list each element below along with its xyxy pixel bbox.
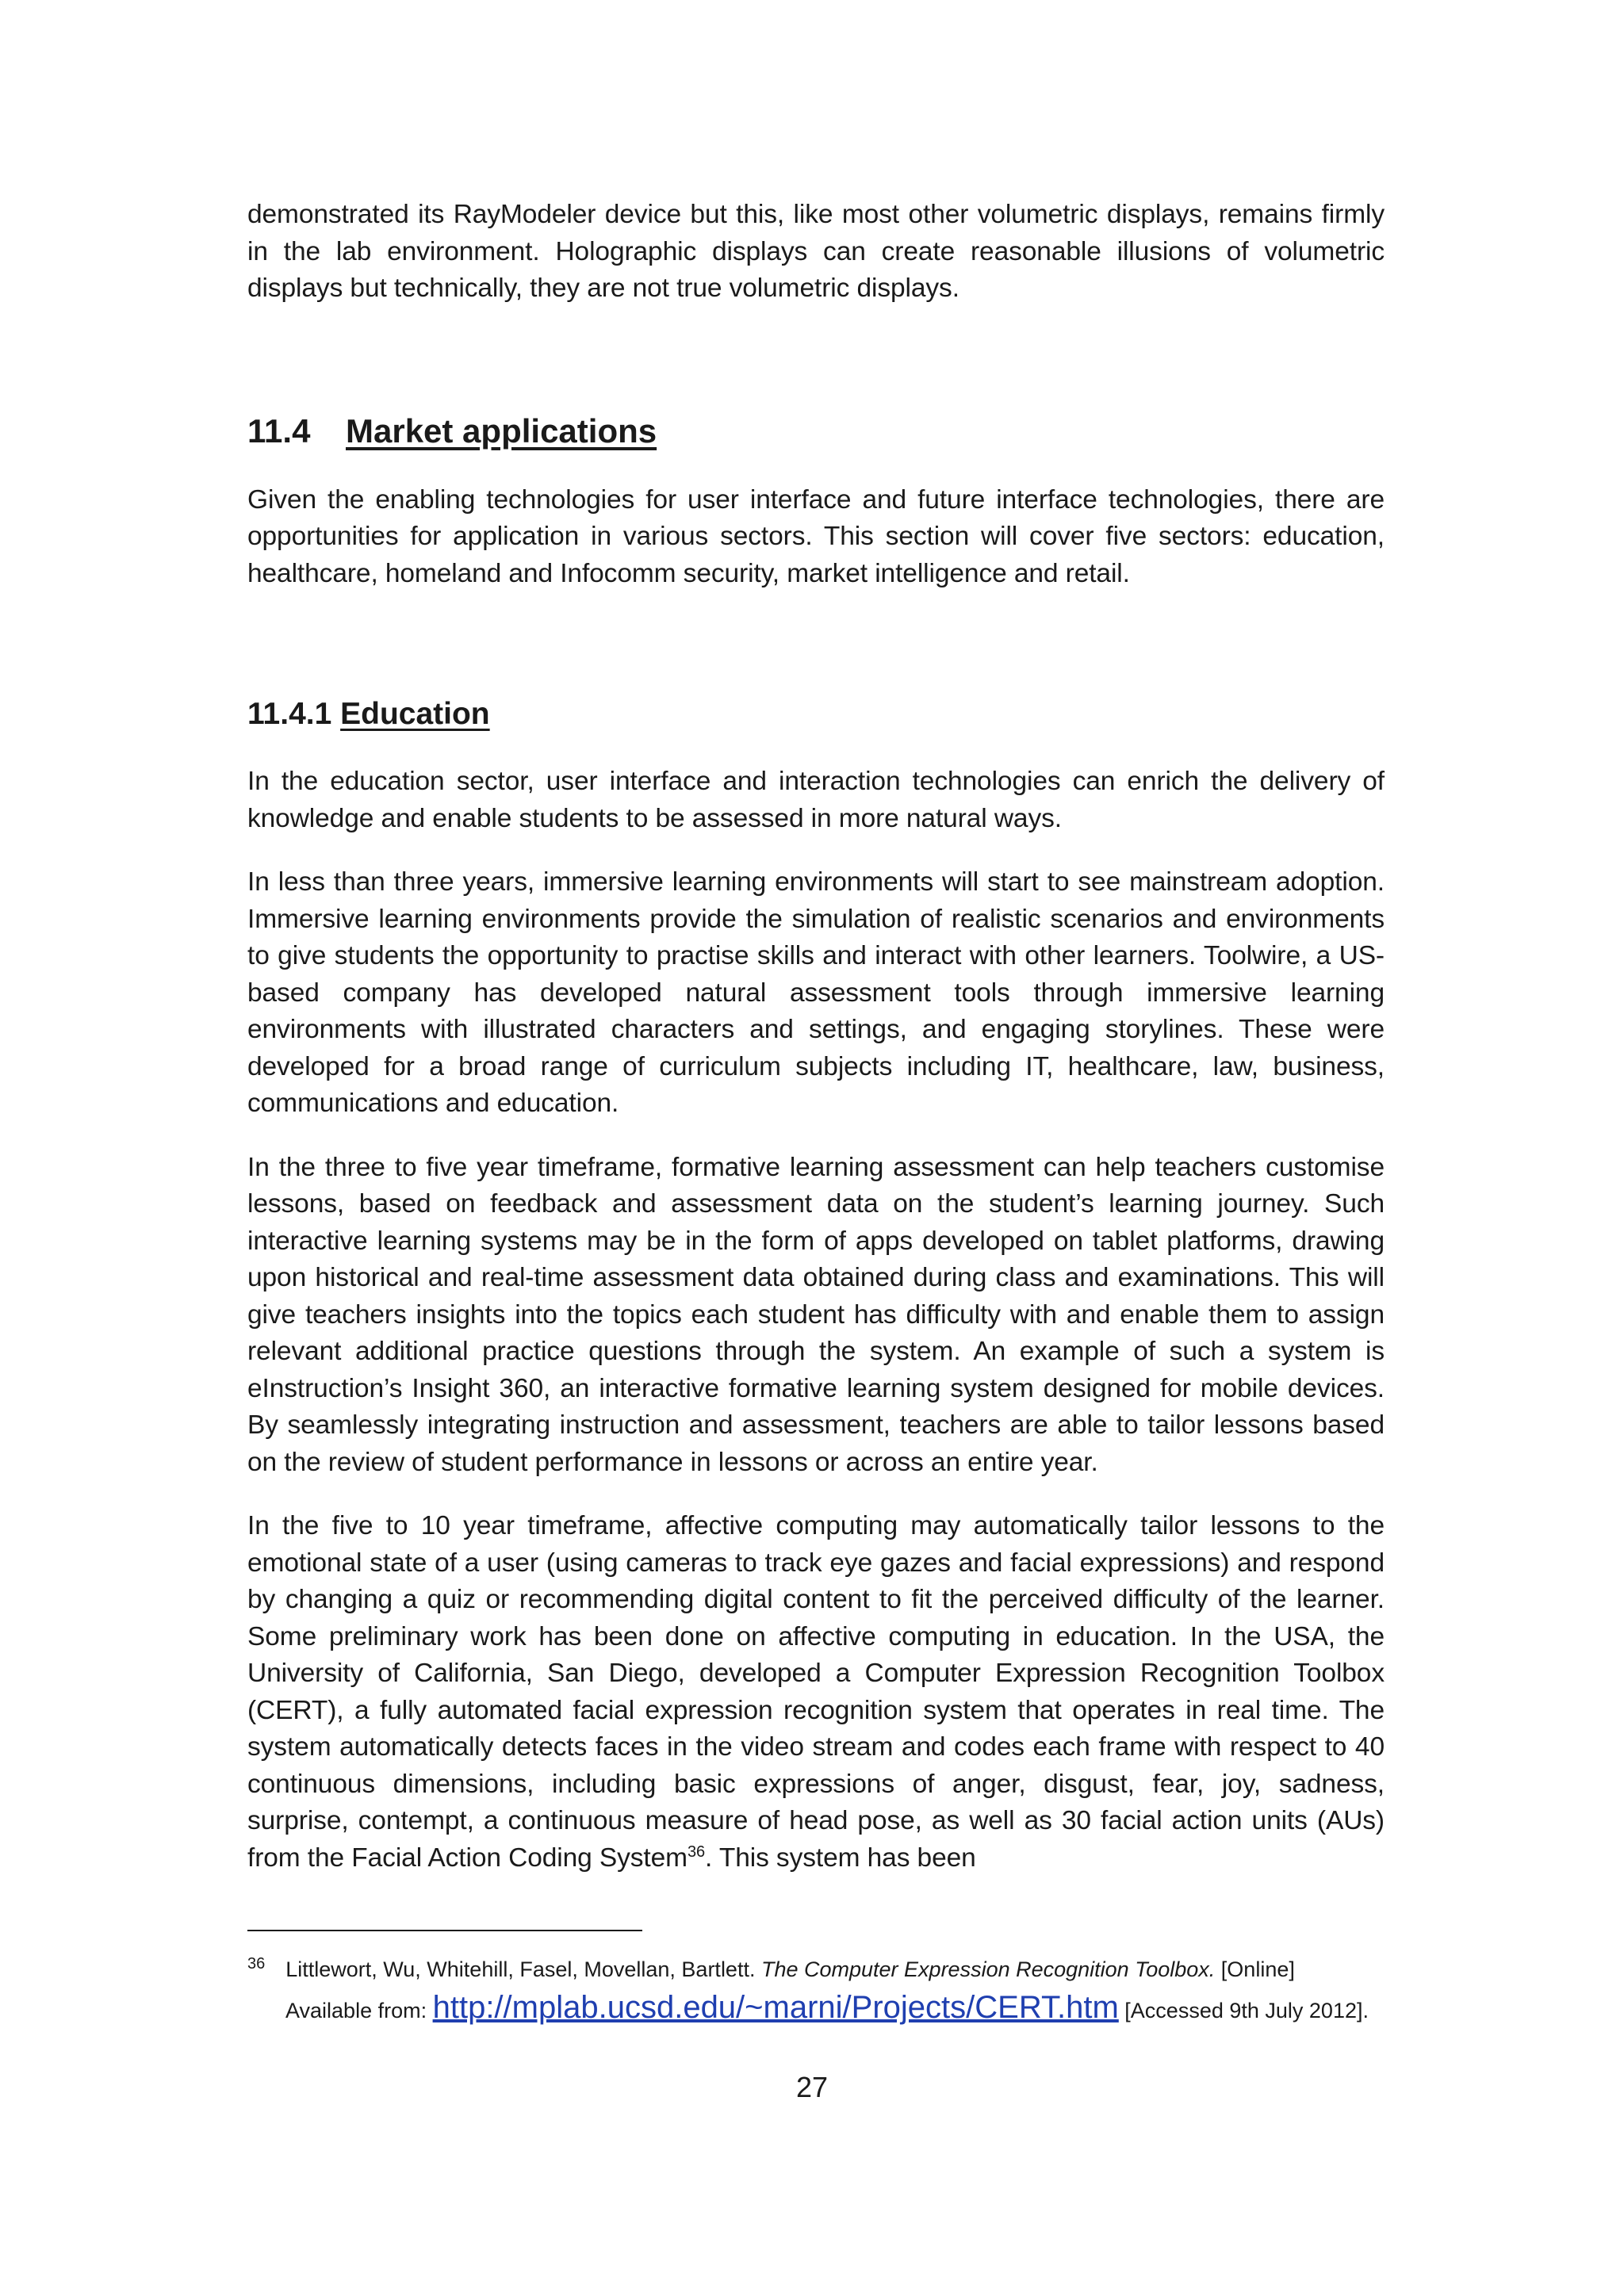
- subsection-heading: [247, 694, 1385, 735]
- footnote-divider: [247, 1930, 642, 1931]
- intro-paragraph: demonstrated its RayModeler device but this, like most other volumetric displays, remains firmly in the lab environment. Holographic displays can create reasonable illusions of volumetric displays but technically, they are not true volumetric displays.: [247, 200, 1385, 303]
- page-number: 27: [795, 2071, 829, 2103]
- footnote-url-link[interactable]: http://mplab.ucsd.edu/~marni/Projects/CERT.htm: [432, 1990, 1119, 2025]
- section-title: Market applications: [346, 411, 657, 450]
- section-paragraph: Given the enabling technologies for user interface and future interface technologies, there are opportunities for application in various sectors. This section will cover five sectors: education, healthcare, homeland and Infocomm security, market intelligence and retail.: [247, 484, 1385, 588]
- footnote-line-1: [247, 1950, 1385, 1988]
- paragraph-formative-assessment: In the three to five year timeframe, formative learning assessment can help teachers customise lessons, based on feedback and assessment data on the student’s learning journey. Such interactive learning systems may be in the form of apps developed on tablet platforms, drawing upon historical and real-time assessment data obtained during class and examinations. This will give teachers insights into the topics each student has difficulty with and enable them to assign relevant additional practice questions through the system. An example of such a system is eInstruction’s Insight 360, an interactive formative learning system designed for mobile devices. By seamlessly integrating instruction and assessment, teachers are able to tailor lessons based on the review of student performance in lessons or across an entire year.: [247, 1152, 1385, 1477]
- footnote-number: 36: [247, 1955, 266, 1973]
- footnote-authors: Littlewort, Wu, Whitehill, Fasel, Movellan, Bartlett.: [285, 1957, 761, 1981]
- section-number: 11.4: [247, 411, 311, 450]
- paragraph-affective-text: In the five to 10 year timeframe, affective computing may automatically tailor lessons to the emotional state of a user (using cameras to track eye gazes and facial expressions) and respond by changing a quiz or recommending digital content to fit the perceived difficulty of the learner. Some preliminary work has been done on affective computing in education. In the USA, the University of California, San Diego, developed a Computer Expression Recognition Toolbox (CERT), a fully automated facial expression recognition system that operates in real time. The system automatically detects faces in the video stream and codes each frame with respect to 40 continuous dimensions, including basic expressions of anger, disgust, fear, joy, sadness, surprise, contempt, a continuous measure of head pose, as well as 30 facial action units (AUs) from the Facial Action Coding System: [247, 1511, 1385, 1873]
- paragraph-affective-tail: . This system has been: [705, 1843, 976, 1873]
- paragraph-immersive-learning: In less than three years, immersive learning environments will start to see mainstream adoption. Immersive learning environments provide the simulation of realistic scenarios and environments to give students the opportunity to practise skills and interact with other learners. Toolwire, a US-based company has developed natural assessment tools through immersive learning environments with illustrated characters and settings, and engaging storylines. These were developed for a broad range of curriculum subjects including IT, healthcare, law, business, communications and education.: [247, 867, 1385, 1118]
- paragraph-affective-computing: [247, 1508, 1385, 1877]
- footnote: [247, 1950, 1385, 2030]
- footnote-accessed: [Accessed 9th July 2012].: [1118, 1999, 1369, 2022]
- footnote-reference[interactable]: 36: [687, 1843, 706, 1861]
- subsection-number: 11.4.1: [247, 697, 332, 731]
- page-content: [247, 197, 1385, 1877]
- section-heading: [247, 409, 1385, 453]
- footnote-online: [Online]: [1215, 1957, 1295, 1981]
- subsection-title: Education: [340, 697, 490, 731]
- footnote-line-2: [247, 1988, 1385, 2030]
- footnote-available-from: Available from:: [285, 1999, 433, 2022]
- footnote-title: The Computer Expression Recognition Toolbox.: [760, 1957, 1216, 1981]
- paragraph-education-intro: In the education sector, user interface and interaction technologies can enrich the delivery of knowledge and enable students to be assessed in more natural ways.: [247, 767, 1385, 833]
